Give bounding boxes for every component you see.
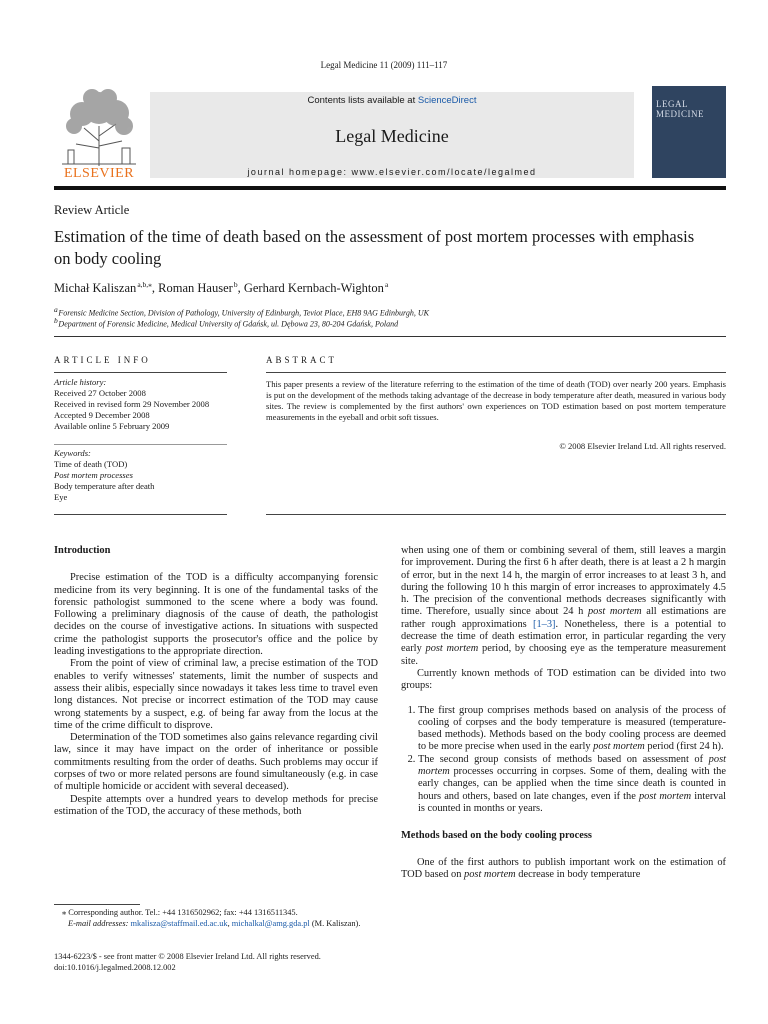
corresponding-author: ⁎ Corresponding author. Tel.: +44 1316502962; fax: +44 1316511345. bbox=[62, 908, 298, 917]
author-name[interactable]: Michał Kaliszan bbox=[54, 281, 137, 296]
section-divider bbox=[54, 336, 726, 337]
keyword: Time of death (TOD) bbox=[54, 459, 128, 469]
body-column-right bbox=[401, 545, 726, 881]
abstract-rule bbox=[266, 514, 726, 515]
citation-ref[interactable]: [1–3] bbox=[533, 618, 556, 630]
author-affil-mark: a,b,⁎ bbox=[137, 280, 152, 289]
author-name[interactable]: Roman Hauser bbox=[158, 281, 233, 296]
doi-line[interactable]: doi:10.1016/j.legalmed.2008.12.002 bbox=[54, 963, 176, 972]
elsevier-logo[interactable] bbox=[54, 86, 144, 184]
italic-term: post mortem bbox=[464, 868, 516, 880]
keyword: Body temperature after death bbox=[54, 481, 155, 491]
info-rule bbox=[54, 372, 227, 373]
italic-term: post mortem bbox=[587, 606, 642, 618]
footnote-rule bbox=[54, 904, 140, 905]
italic-term: post mortem bbox=[418, 753, 726, 778]
info-rule bbox=[54, 444, 227, 445]
abstract-copyright: © 2008 Elsevier Ireland Ltd. All rights reserved. bbox=[559, 441, 726, 451]
article-title: Estimation of the time of death based on the assessment of post mortem processes with emphasis on body cooling bbox=[54, 227, 695, 268]
publisher-name: ELSEVIER bbox=[63, 166, 135, 181]
affiliation-mark: a bbox=[54, 305, 58, 314]
sciencedirect-link[interactable]: ScienceDirect bbox=[417, 95, 477, 106]
italic-term: post mortem bbox=[425, 643, 479, 655]
affiliation bbox=[54, 316, 398, 329]
author-affil-mark: b bbox=[233, 280, 238, 289]
keyword: Eye bbox=[54, 492, 68, 502]
info-rule bbox=[54, 514, 227, 515]
text-run: The first group comprises methods based on analysis of the process of cooling of corpses and the body temperature is measured (temperature-based methods). Methods based on the body cooling process are deemed to be more precise when used in the early bbox=[418, 704, 726, 753]
cover-title-line2: MEDICINE bbox=[656, 109, 704, 119]
history-item: Available online 5 February 2009 bbox=[54, 421, 170, 431]
history-item: Received in revised form 29 November 2008 bbox=[54, 399, 210, 409]
text-run: decrease in body temperature bbox=[515, 868, 641, 880]
paragraph: From the point of view of criminal law, a precise estimation of the TOD enables to verify witnesses' statements, limit the number of suspects and assess their alibis, especially since nowadays it takes less time to travel even long distances. Not precise or incorrect estimation of the TOD may cause wrong statements by a suspect, e.g. of being far away from the locus at the time of the crime difficult to disprove. bbox=[54, 658, 378, 731]
italic-term: post mortem bbox=[593, 741, 645, 753]
abstract-heading: ABSTRACT bbox=[266, 355, 338, 365]
email-label: E-mail addresses: bbox=[68, 918, 131, 928]
abstract-rule bbox=[266, 372, 726, 373]
keyword bbox=[54, 470, 234, 481]
contents-line bbox=[150, 95, 634, 106]
history-label: Article history: bbox=[54, 377, 107, 387]
abstract-text: This paper presents a review of the literature referring to the estimation of the time of death (TOD) over nearly 200 years. Emphasis is put on the development of the methods taking advantage of the decrease in body temperature after death, measured in various body sites. The review is complemented by the first authors' own experiences on TOD estimation based on post mortem temperature measurements in the eyeball and orbit soft tissues. bbox=[266, 379, 726, 422]
journal-cover bbox=[652, 86, 726, 178]
section-heading: Introduction bbox=[54, 545, 111, 556]
email-owner: (M. Kaliszan). bbox=[309, 918, 361, 928]
text-run: all estimations are rather rough approximations bbox=[401, 606, 726, 630]
email-link[interactable]: michalkal@amg.gda.pl bbox=[231, 918, 310, 928]
text-run: The second group consists of methods based on assessment of bbox=[418, 753, 709, 765]
footnote bbox=[54, 908, 378, 929]
journal-header bbox=[54, 86, 726, 184]
affiliation-mark: b bbox=[54, 316, 58, 325]
keywords bbox=[54, 448, 234, 503]
header-divider bbox=[54, 186, 726, 190]
journal-title: Legal Medicine bbox=[335, 126, 449, 146]
article-type: Review Article bbox=[54, 203, 130, 217]
list-item bbox=[418, 705, 726, 754]
history-item: Received 27 October 2008 bbox=[54, 388, 146, 398]
text-run: . Nonetheless, there is a potential to decrease the time of death estimation error, in particular regarding the very early bbox=[401, 618, 726, 655]
history-item: Accepted 9 December 2008 bbox=[54, 410, 150, 420]
cover-title-line1: LEGAL bbox=[656, 99, 688, 109]
email-separator: , bbox=[227, 918, 232, 928]
paragraph: Precise estimation of the TOD is a difficulty accompanying forensic medicine from its very beginning. It is one of the fundamental tasks of the forensic pathologist summoned to the scene where a body was found. Following a preliminary diagnosis of the cause of death, the pathologist decides on the course of investigative actions. In situations with suspected crime the pathologist supports the prosecutor's office and the police by leading investigations to the appropriate direction. bbox=[54, 572, 378, 658]
contents-prefix: Contents lists available at bbox=[307, 95, 418, 106]
journal-citation: Legal Medicine 11 (2009) 111–117 bbox=[320, 60, 448, 70]
article-info-heading: ARTICLE INFO bbox=[54, 355, 151, 365]
issn-line: 1344-6223/$ - see front matter © 2008 Elsevier Ireland Ltd. All rights reserved. bbox=[54, 952, 321, 961]
affiliation-text: Department of Forensic Medicine, Medical University of Gdańsk, ul. Dębowa 23, 80-204 Gdańsk, Poland bbox=[58, 319, 399, 329]
text-run: when using one of them or combining several of them, still leaves a margin for improvement. During the first 6 h after death, there is at least a 2 h margin of error, but in the next 14 h, the margin of error increases to at least 3 h, and during the following 10 h this margin of error increases to approximately 4.5 h. The precision of the conventional methods decreases significantly with time. Therefore, usually since about 24 h bbox=[401, 545, 726, 618]
email-addresses bbox=[54, 919, 378, 930]
paragraph: Despite attempts over a hundred years to develop methods for precise estimation of the TOD, the accuracy of these methods, both bbox=[54, 793, 378, 817]
article-history bbox=[54, 377, 234, 432]
italic-term: post mortem bbox=[638, 790, 692, 802]
author-list: Michał Kaliszan $^{a,b,⁎}$, Roman Hauser $^b$, Gerhard Kernbach-Wighton $^a$ bbox=[54, 280, 389, 296]
paragraph: Currently known methods of TOD estimation can be divided into two groups: bbox=[401, 667, 726, 692]
paragraph: Determination of the TOD sometimes also gains relevance regarding civil law, since it may have impact on the order of inheritance or possible commitments resulting from the order of deaths. Such problems may occur if corpses of two or more related persons are found simultaneously (e.g. in case of multiple homicide or accident with several deceased). bbox=[54, 732, 378, 793]
text-run: processes occurring in corpses. Some of them, dealing with the early changes, can be applied when the time since death is counted in hours and others, based on late changes, even if the bbox=[418, 766, 726, 802]
method-group-list bbox=[401, 705, 726, 816]
text-run: interval is counted in months or years. bbox=[418, 790, 727, 814]
list-item bbox=[418, 754, 726, 815]
affiliation-text: Forensic Medicine Section, Division of Pathology, University of Edinburgh, Teviot Place, EH8 9AG Edinburgh, UK bbox=[58, 308, 429, 318]
email-link[interactable]: mkalisza@staffmail.ed.ac.uk bbox=[130, 918, 228, 928]
paragraph bbox=[401, 545, 726, 668]
body-column-left bbox=[54, 545, 378, 818]
journal-banner bbox=[150, 92, 634, 178]
keyword-text: Post mortem processes bbox=[54, 470, 133, 480]
author-affil-mark: a bbox=[384, 280, 389, 289]
text-run: period (first 24 h). bbox=[644, 741, 724, 753]
cover-title bbox=[656, 99, 724, 119]
text-run: period, by choosing eye as the temperature measurement site. bbox=[401, 643, 726, 667]
keywords-label: Keywords: bbox=[54, 448, 91, 458]
author-name[interactable]: Gerhard Kernbach-Wighton bbox=[243, 281, 384, 296]
section-heading: Methods based on the body cooling process bbox=[401, 830, 592, 842]
paragraph bbox=[401, 857, 726, 882]
tree-icon bbox=[54, 86, 144, 168]
journal-homepage[interactable]: journal homepage: www.elsevier.com/locate/legalmed bbox=[247, 167, 537, 177]
text-run: One of the first authors to publish important work on the estimation of TOD based on bbox=[401, 856, 726, 880]
